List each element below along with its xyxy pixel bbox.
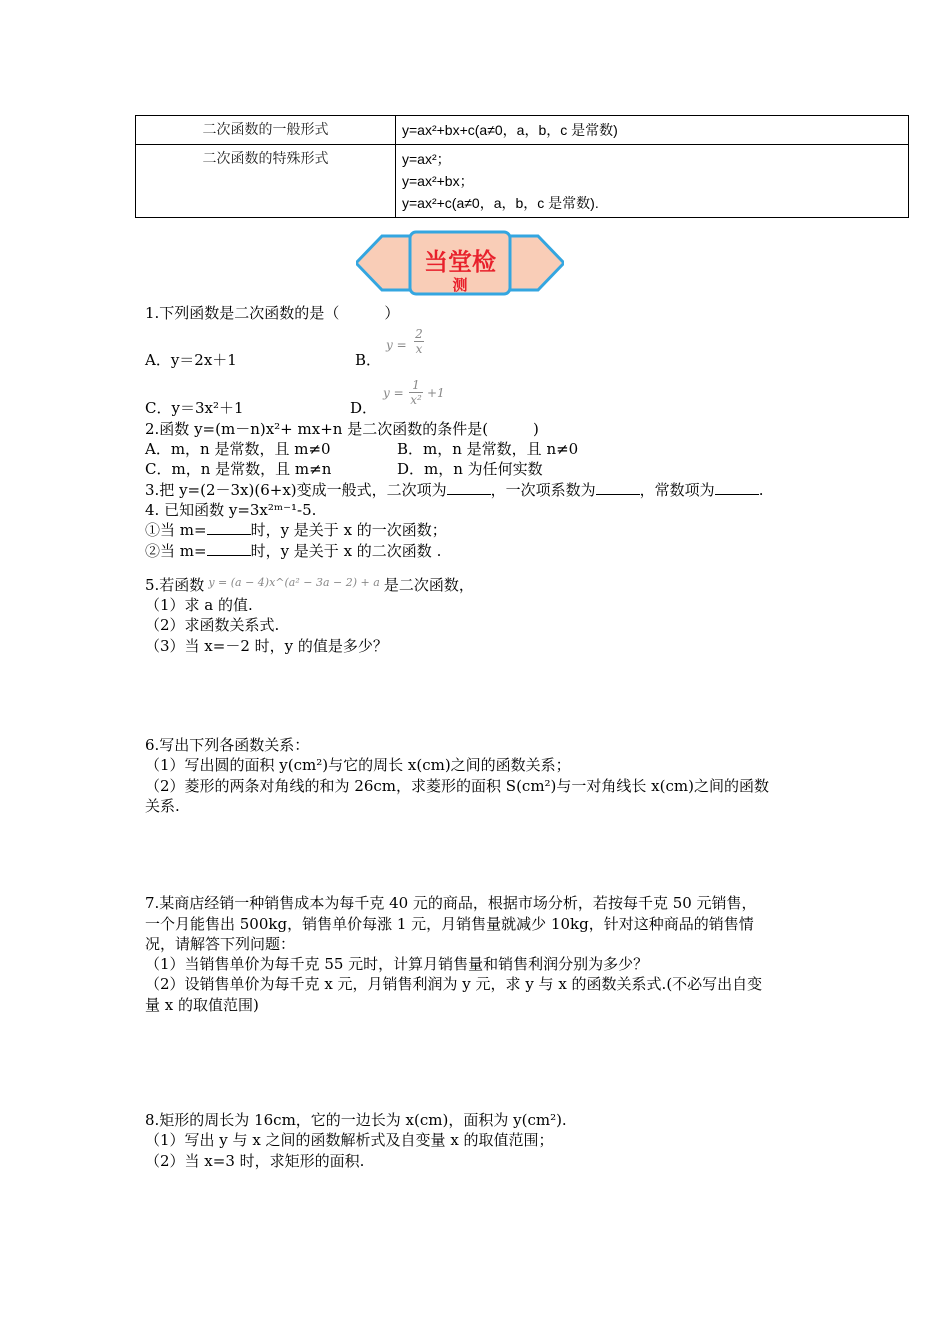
formula-lhs: y =	[383, 386, 404, 400]
banner-title-2: 测	[452, 276, 468, 294]
q2-option-c: C．m，n 是常数，且 m≠n	[145, 460, 332, 478]
q3-line	[145, 480, 763, 500]
formula-line: y=ax²+bx+c(a≠0，a，b，c 是常数)	[402, 122, 618, 138]
answer-blank[interactable]	[596, 480, 640, 495]
q6-stem: 6.写出下列各函数关系：	[145, 736, 310, 754]
q7-line-2: 一个月能售出 500kg，销售单价每涨 1 元，月销售量就减少 10kg，针对这种商品的销售情	[145, 915, 754, 933]
q4-text: ②当 m=	[145, 542, 207, 560]
q5-text: 5.若函数	[145, 576, 205, 594]
table-cell-value	[396, 145, 909, 218]
q5-sub-3: （3）当 x=－2 时，y 的值是多少？	[145, 637, 388, 655]
q2-option-d: D．m，n 为任何实数	[397, 460, 543, 478]
formula-line: y=ax²+c(a≠0，a，b，c 是常数).	[402, 195, 599, 211]
q1-option-c: C．y＝3x²＋1	[145, 399, 244, 417]
q7-line-3: 况，请解答下列问题：	[145, 935, 296, 953]
q8-stem: 8.矩形的周长为 16cm，它的一边长为 x(cm)，面积为 y(cm²).	[145, 1111, 567, 1129]
q2-option-a: A．m，n 是常数，且 m≠0	[145, 440, 331, 458]
fraction-denominator: x	[415, 342, 423, 356]
banner-title: 当堂检	[424, 248, 496, 276]
q3-text-3: ，常数项为	[639, 481, 715, 499]
q4-stem: 4. 已知函数 y=3x²ᵐ⁻¹-5.	[145, 501, 317, 519]
q8-sub-1: （1）写出 y 与 x 之间的函数解析式及自变量 x 的取值范围；	[145, 1131, 554, 1149]
answer-blank[interactable]	[715, 480, 759, 495]
formula-line: y=ax²+bx；	[402, 173, 474, 189]
fraction	[409, 378, 423, 407]
q5-formula: y = (a − 4)x^(a² − 3a − 2) + a	[208, 576, 380, 589]
q2-stem: 2.函数 y=(m－n)x²+ mx+n 是二次函数的条件是( )	[145, 420, 539, 438]
q3-text-1: 3.把 y=(2－3x)(6+x)变成一般式，二次项为	[145, 481, 447, 499]
q3-text-2: ，一次项系数为	[490, 481, 596, 499]
section-banner	[356, 228, 564, 298]
table-row	[136, 145, 909, 218]
answer-blank[interactable]	[447, 480, 491, 495]
q1-stem: 1.下列函数是二次函数的是（ ）	[145, 304, 400, 322]
table-cell-label: 二次函数的特殊形式	[136, 145, 396, 218]
q5-text: 是二次函数，	[383, 576, 474, 594]
table-cell-value	[396, 116, 909, 145]
q6-sub-1: （1）写出圆的面积 y(cm²)与它的周长 x(cm)之间的函数关系；	[145, 756, 571, 774]
q1-option-d: D．	[350, 399, 378, 417]
q4-text: ①当 m=	[145, 521, 207, 539]
answer-blank[interactable]	[207, 520, 251, 535]
fraction	[414, 327, 424, 356]
q5-stem	[145, 573, 474, 595]
q1-option-b: B．	[355, 351, 382, 369]
formula-line: y=ax²；	[402, 151, 451, 167]
q2-option-b: B．m，n 是常数，且 n≠0	[397, 440, 579, 458]
q7-sub-2: （2）设销售单价为每千克 x 元，月销售利润为 y 元，求 y 与 x 的函数关系式.(不必写出自变	[145, 975, 763, 993]
q7-sub-1: （1）当销售单价为每千克 55 元时，计算月销售量和销售利润分别为多少？	[145, 955, 649, 973]
q4-text: 时，y 是关于 x 的一次函数；	[250, 521, 447, 539]
q7-sub-2-cont: 量 x 的取值范围)	[145, 996, 259, 1014]
table-cell-label: 二次函数的一般形式	[136, 116, 396, 145]
q6-sub-2: （2）菱形的两条对角线的和为 26cm，求菱形的面积 S(cm²)与一对角线长 x(cm)之间的函数	[145, 777, 769, 795]
q4-text: 时，y 是关于 x 的二次函数 .	[250, 542, 442, 560]
table-row	[136, 116, 909, 145]
q8-sub-2: （2）当 x=3 时，求矩形的面积.	[145, 1152, 365, 1170]
fraction-numerator: 2	[415, 327, 423, 341]
formula-tail: +1	[427, 386, 445, 400]
fraction-numerator: 1	[412, 378, 420, 392]
q5-sub-2: （2）求函数关系式.	[145, 616, 280, 634]
q4-line-2	[145, 541, 441, 561]
q4-line-1	[145, 520, 447, 540]
summary-table	[135, 115, 909, 218]
q5-sub-1: （1）求 a 的值.	[145, 596, 253, 614]
fraction-denominator: x²	[410, 393, 422, 407]
q1-option-a: A．y＝2x＋1	[145, 351, 237, 369]
answer-blank[interactable]	[207, 541, 251, 556]
formula-lhs: y =	[386, 338, 407, 352]
q7-line-1: 7.某商店经销一种销售成本为每千克 40 元的商品，根据市场分析，若按每千克 50 元销售，	[145, 894, 757, 912]
q6-sub-2-cont: 关系.	[145, 797, 180, 815]
q3-text-4: .	[758, 481, 764, 499]
